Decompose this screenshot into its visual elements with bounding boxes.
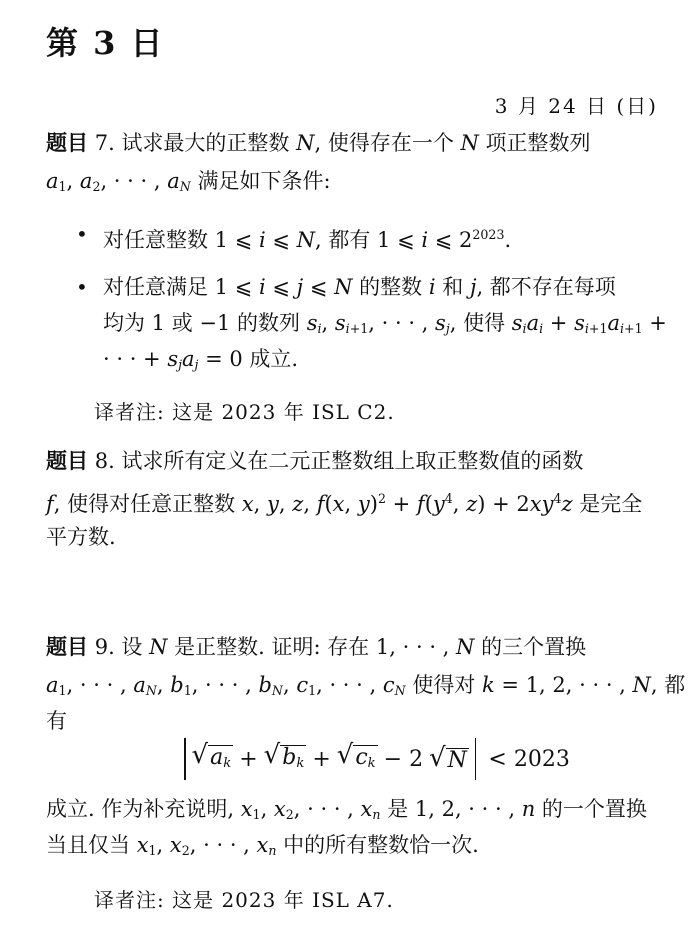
problem-7-bullet-2-line-3: · · · + $s_ja_j = 0$ 成立.: [103, 347, 299, 372]
problem-7-bullet-2-line-1: 对任意满足 1 ⩽ i ⩽ j ⩽ N 的整数 i 和 j, 都不存在每项: [103, 275, 616, 299]
problem-9-line-4: 成立. 作为补充说明, $x_1$, $x_2$, · · · , $x_n$ 是 1, 2, · · · , n 的一个置换: [46, 797, 647, 822]
problem-8-line-3: 平方数.: [46, 525, 116, 549]
date-label: 3 月 24 日 (日): [494, 94, 658, 118]
bullet-dot: •: [76, 222, 88, 246]
problem-7-line-1: 题目 7. 试求最大的正整数 N, 使得存在一个 N 项正整数列: [46, 130, 591, 155]
problem-7-line-2: $a_1$, $a_2$, · · · , $a_N$ 满足如下条件:: [46, 169, 331, 194]
problem-8-line-1: 题目 8. 试求所有定义在二元正整数组上取正整数值的函数: [46, 448, 584, 473]
problem-9-line-3: 有: [46, 709, 67, 733]
problem-8-line-2: f, 使得对任意正整数 x, y, z, f(x, $y)^2 + f(y^4$, $z) + 2xy^4z$ 是完全: [46, 491, 643, 516]
problem-7-bullet-1: 对任意整数 1 ⩽ i ⩽ N, 都有 1 ⩽ i ⩽ $2^{2023}$.: [103, 227, 512, 252]
problem-7-label: 题目: [46, 130, 88, 155]
problem-9-line-5: 当且仅当 $x_1$, $x_2$, · · · , $x_n$ 中的所有整数恰一次.: [46, 833, 479, 858]
problem-9-label: 题目: [46, 634, 88, 659]
problem-7-bullet-2-line-2: 均为 1 或 −1 的数列 $s_i$, $s_{i+1}$, · · · , $s_j$, 使得 $s_ia_i + s_{i+1}a_{i+1}$ +: [103, 311, 667, 336]
problem-9-line-1: 题目 9. 设 N 是正整数. 证明: 存在 1, · · · , N 的三个置换: [46, 634, 587, 659]
bullet-dot: •: [76, 275, 88, 299]
problem-7-note: 译者注: 这是 2023 年 ISL C2.: [94, 400, 395, 424]
problem-8-label: 题目: [46, 448, 88, 473]
problem-9-formula: √ $a_k$ + √ $b_k$ + √ $c_k$ − 2 √ N < 2023: [178, 738, 570, 780]
problem-9-line-2: $a_1$, · · · , $a_N$, $b_1$, · · · , $b_N$, $c_1$, · · · , $c_N$ 使得对 k = 1, 2, · · · , N, 都: [46, 673, 686, 698]
page-title: 第 3 日: [46, 24, 165, 62]
problem-9-note: 译者注: 这是 2023 年 ISL A7.: [94, 888, 394, 912]
